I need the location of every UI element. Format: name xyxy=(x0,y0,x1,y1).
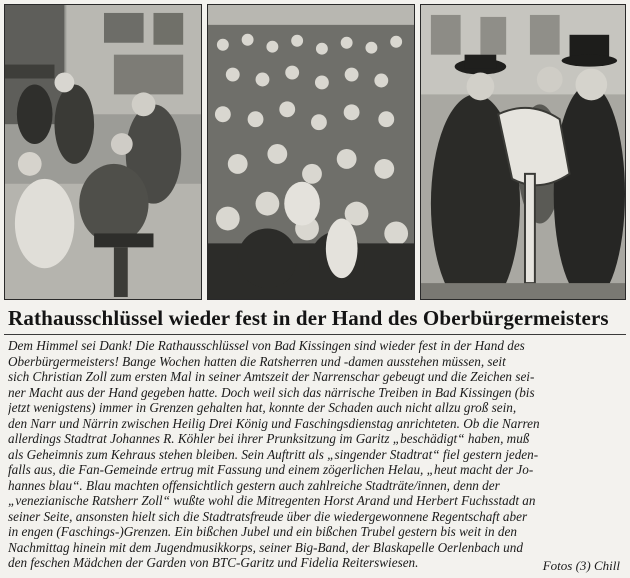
photo-credit: Fotos (3) Chill xyxy=(542,558,620,573)
photo-officials-key-icon xyxy=(421,5,625,299)
headline-divider xyxy=(4,334,626,335)
body-line: Nachmittag hinein mit dem Jugendmusikkorps, seiner Big-Band, der Blaskapelle Oerlenbach und xyxy=(8,539,523,555)
photo-crowd-icon xyxy=(208,5,414,299)
body-line: Dem Himmel sei Dank! Die Rathausschlüssel von Bad Kissingen sind wieder fest in der Hand des xyxy=(8,338,525,353)
body-line: sich Christian Zoll zum ersten Mal in seiner Amtszeit der Narrenschar gebeugt und die Zeichen sei- xyxy=(8,369,535,384)
article-headline: Rathausschlüssel wieder fest in der Hand des Oberbürgermeisters xyxy=(8,306,609,330)
body-line: den feschen Mädchen der Garden von BTC-Garitz und Fidelia Reiterswiesen. xyxy=(8,555,419,570)
body-line: jetzt wenigstens) immer in Grenzen gehalten hat, konnte der Schaden auch nicht allzu groß sein, xyxy=(8,400,517,415)
body-line: falls aus, die Fan-Gemeinde ertrug mit Fassung und einem zögerlichen Helau, „heut macht der Jo- xyxy=(8,462,534,477)
photo-strip xyxy=(4,4,626,300)
photo-children-playground xyxy=(4,4,202,300)
photo-children-playground-icon xyxy=(5,5,201,299)
body-line: hannes blau“. Blau machten offensichtlich gestern auch zahlreiche Stadträte/innen, denn der xyxy=(8,477,500,493)
body-line: den Narr und Närrin zwischen Heilig Drei König und Faschingsdienstag anrichteten. Ob die Narren xyxy=(8,415,540,431)
article-body xyxy=(8,338,622,571)
body-line: als Geheimnis zum Kehraus stehen bleiben. Sein Auftritt als „singender Stadtrat“ fiel gestern jeden- xyxy=(8,446,539,462)
body-line: allerdings Stadtrat Johannes R. Köhler bei ihrer Prunksitzung im Garitz „beschädigt“ haben, muß xyxy=(8,431,530,446)
body-line: „venezianische Ratsherr Zoll“ wußte wohl die Mitregenten Horst Arand und Herbert Fuchsstadt an xyxy=(8,493,536,508)
body-line: ner Macht aus der Hand gegeben hatte. Doch weil sich das närrische Treiben in Bad Kissingen (bis xyxy=(8,384,535,400)
body-line: in engen (Faschings-)Grenzen. Ein bißchen Jubel und ein bißchen Trubel gestern bis weit in den xyxy=(8,524,517,539)
body-line: seiner Seite, ansonsten hielt sich die Stadtratsfreude über die wiedergewonnene Regentschaft aber xyxy=(8,508,528,524)
photo-crowd xyxy=(207,4,415,300)
body-line: Oberbürgermeisters! Bange Wochen hatten die Ratsherren und -damen ausstehen müssen, seit xyxy=(8,353,506,369)
photo-officials-key xyxy=(420,4,626,300)
